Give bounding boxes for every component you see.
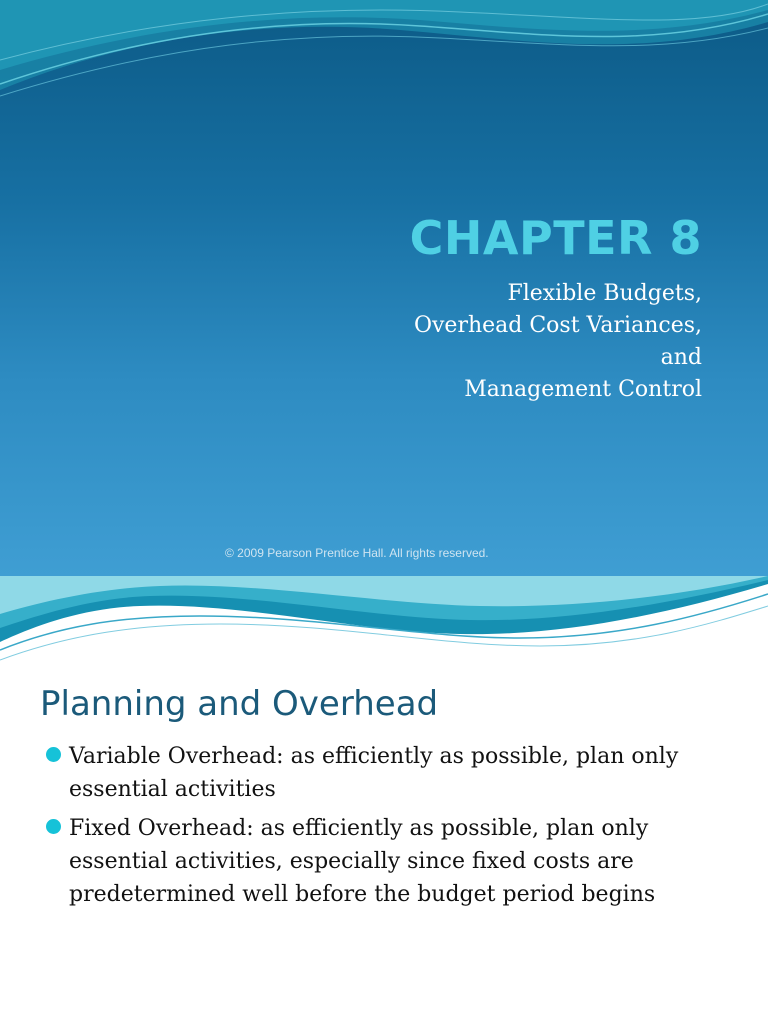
slide-title: Planning and Overhead (40, 684, 439, 724)
bullet-text: Fixed Overhead: as efficiently as possible, plan only essential activities, especially since fixed costs are predetermined well before the budget period begins (69, 816, 656, 907)
header-wave-decoration (0, 0, 768, 120)
bullet-text: Variable Overhead: as efficiently as possible, plan only essential activities (69, 744, 679, 802)
title-block (410, 208, 702, 406)
content-slide (0, 576, 768, 1024)
subtitle-line: Flexible Budgets, (507, 281, 702, 306)
header-wave-decoration (0, 576, 768, 676)
bullet-item (46, 812, 736, 911)
bullet-dot-icon (46, 747, 61, 762)
copyright-notice: © 2009 Pearson Prentice Hall. All rights reserved. (225, 546, 489, 560)
bullet-list (46, 740, 736, 917)
chapter-title: CHAPTER 8 (409, 211, 702, 265)
subtitle-line: Management Control (464, 377, 702, 402)
chapter-subtitle (410, 278, 702, 406)
bullet-item (46, 740, 736, 806)
subtitle-line: and (660, 345, 702, 370)
bullet-dot-icon (46, 819, 61, 834)
subtitle-line: Overhead Cost Variances, (413, 313, 702, 338)
